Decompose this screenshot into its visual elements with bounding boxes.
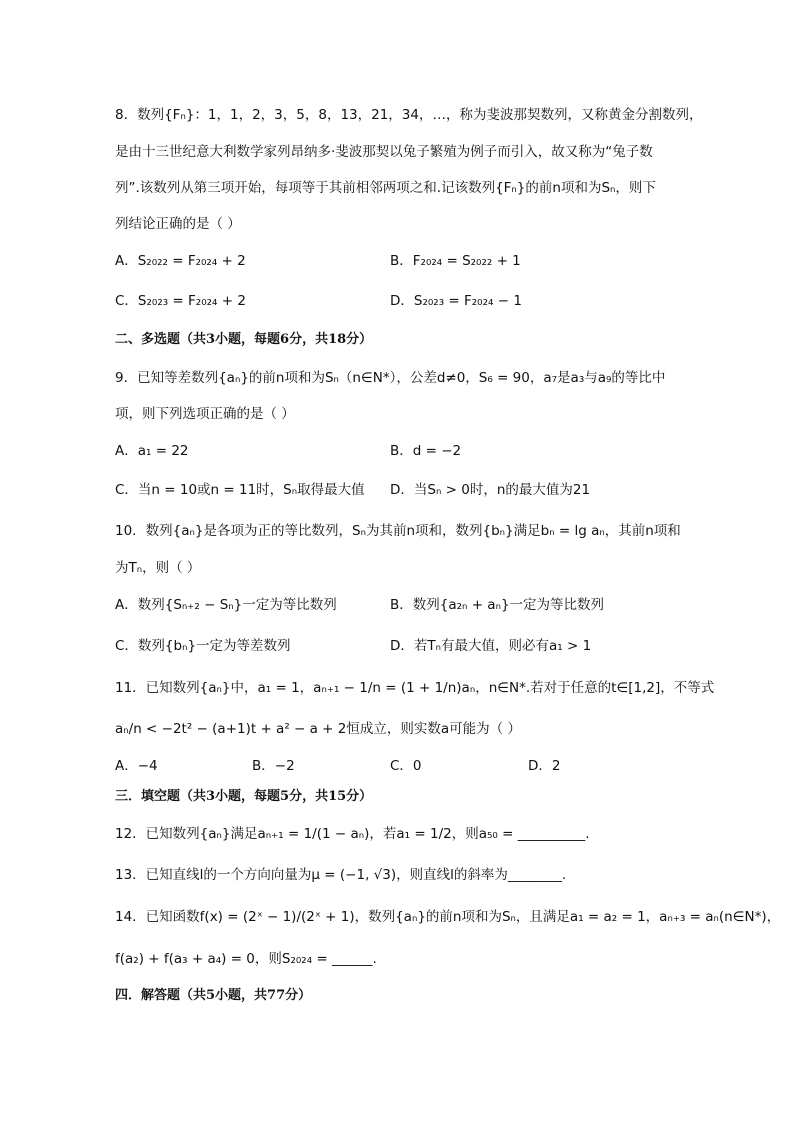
q11-option-c: C．0 [390, 758, 422, 774]
section-heading-solutions: 四．解答题（共5小题，共77分） [115, 988, 312, 1003]
q8-line3: 列”.该数列从第三项开始，每项等于其前相邻两项之和.记该数列{Fₙ}的前n项和为Sₙ，则下 [115, 180, 656, 196]
q9-option-d: D．当Sₙ > 0时，n的最大值为21 [390, 482, 591, 498]
q9-line1: 9．已知等差数列{aₙ}的前n项和为Sₙ（n∈N*），公差d≠0，S₆ = 90，a₇是a₃与a₉的等比中 [115, 370, 666, 386]
q12: 12．已知数列{aₙ}满足aₙ₊₁ = 1/(1 − aₙ)，若a₁ = 1/2，则a₅₀ = __________. [115, 826, 590, 842]
q10-line2: 为Tₙ，则（ ） [115, 560, 201, 576]
q8-option-c: C．S₂₀₂₃ = F₂₀₂₄ + 2 [115, 293, 246, 309]
q11-line1: 11．已知数列{aₙ}中，a₁ = 1，aₙ₊₁ − 1/n = (1 + 1/n)aₙ，n∈N*.若对于任意的t∈[1,2]，不等式 [115, 680, 715, 696]
q8-option-d: D．S₂₀₂₃ = F₂₀₂₄ − 1 [390, 293, 522, 309]
q9-option-c: C．当n = 10或n = 11时，Sₙ取得最大值 [115, 482, 365, 498]
q8-line2: 是由十三世纪意大利数学家列昂纳多·斐波那契以兔子繁殖为例子而引入，故又称为“兔子数 [115, 144, 653, 160]
q9-option-a: A．a₁ = 22 [115, 443, 189, 459]
q9-line2: 项，则下列选项正确的是（ ） [115, 406, 295, 422]
q11-option-b: B．−2 [252, 758, 295, 774]
q11-line2: aₙ/n < −2t² − (a+1)t + a² − a + 2恒成立，则实数a可能为（ ） [115, 721, 521, 737]
q8-option-a: A．S₂₀₂₂ = F₂₀₂₄ + 2 [115, 253, 246, 269]
q8-line1: 8．数列{Fₙ}：1，1，2，3，5，8，13，21，34，…，称为斐波那契数列，又称黄金分割数列， [115, 107, 703, 123]
section-heading-fill-in: 三．填空题（共3小题，每题5分，共15分） [115, 789, 373, 804]
section-heading-multiple-choice: 二、多选题（共3小题，每题6分，共18分） [115, 332, 373, 347]
q8-option-b: B．F₂₀₂₄ = S₂₀₂₂ + 1 [390, 253, 521, 269]
q8-line4: 列结论正确的是（ ） [115, 216, 241, 232]
q10-option-b: B．数列{a₂ₙ + aₙ}一定为等比数列 [390, 597, 605, 613]
q11-option-a: A．−4 [115, 758, 158, 774]
q14-line2: f(a₂) + f(a₃ + a₄) = 0，则S₂₀₂₄ = ______. [115, 951, 377, 967]
q10-line1: 10．数列{aₙ}是各项为正的等比数列，Sₙ为其前n项和，数列{bₙ}满足bₙ = lg aₙ，其前n项和 [115, 523, 681, 539]
q9-option-b: B．d = −2 [390, 443, 462, 459]
q11-option-d: D．2 [528, 758, 561, 774]
q13: 13．已知直线l的一个方向向量为μ = (−1, √3)，则直线l的斜率为________. [115, 867, 567, 883]
q10-option-c: C．数列{bₙ}一定为等差数列 [115, 638, 291, 654]
q10-option-d: D．若Tₙ有最大值，则必有a₁ > 1 [390, 638, 592, 654]
q10-option-a: A．数列{Sₙ₊₂ − Sₙ}一定为等比数列 [115, 597, 337, 613]
q14-line1: 14．已知函数f(x) = (2ˣ − 1)/(2ˣ + 1)，数列{aₙ}的前n项和为Sₙ，且满足a₁ = a₂ = 1，aₙ₊₃ = aₙ(n∈N*)， [115, 909, 781, 925]
